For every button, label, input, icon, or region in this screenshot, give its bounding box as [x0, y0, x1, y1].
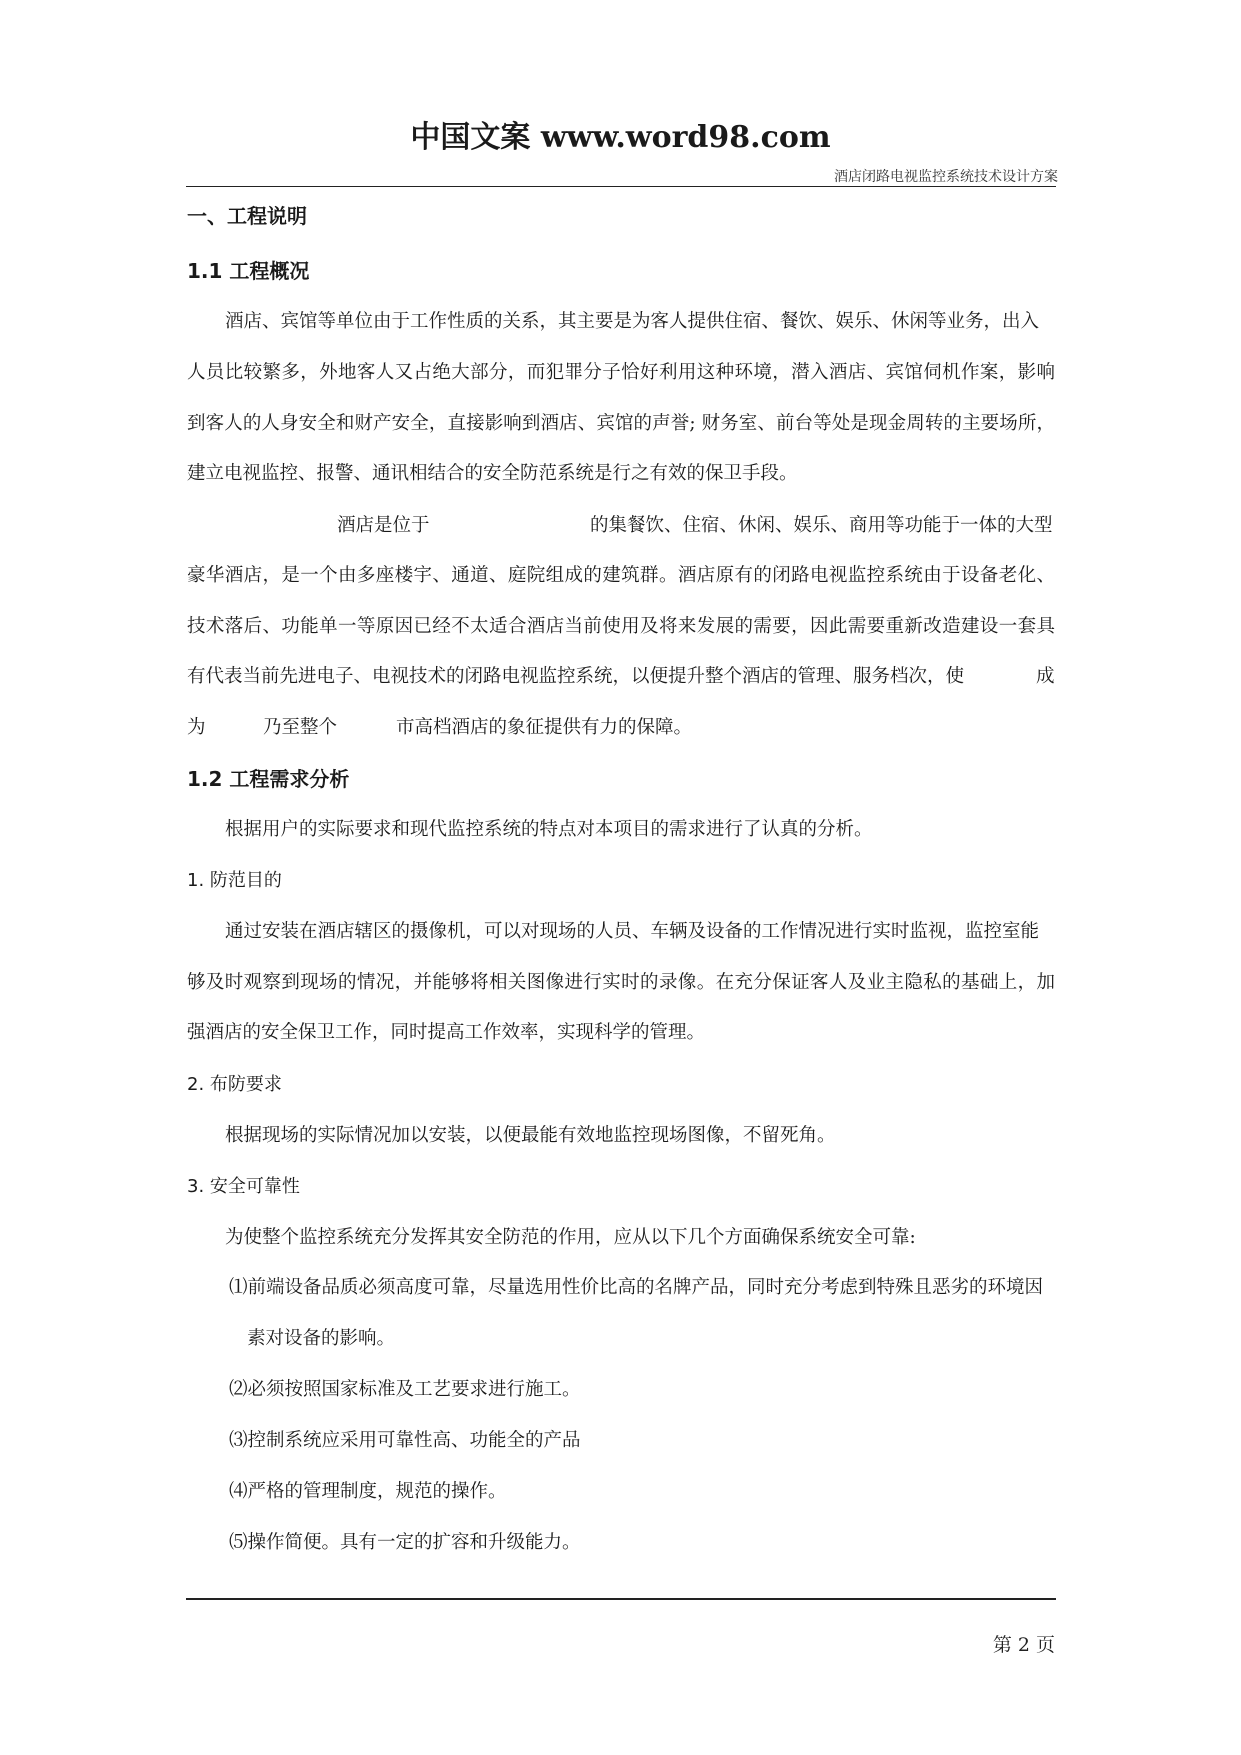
site-title-url: www.word98.com [540, 120, 831, 155]
paragraph-line: 技术落后、功能单一等原因已经不太适合酒店当前使用及将来发展的需要，因此需要重新改造建设一套具 [187, 616, 1055, 637]
paragraph-line: 建立电视监控、报警、通讯相结合的安全防范系统是行之有效的保卫手段。 [187, 463, 798, 484]
list-item: ⑴前端设备品质必须高度可靠，尽量选用性价比高的名牌产品，同时充分考虑到特殊且恶劣的环境因 [229, 1277, 1044, 1298]
paragraph-line: 有代表当前先进电子、电视技术的闭路电视监控系统，以便提升整个酒店的管理、服务档次，使 [187, 666, 965, 687]
paragraph-line: 市高档酒店的象征提供有力的保障。 [396, 717, 693, 738]
paragraph-line: 的集餐饮、住宿、休闲、娱乐、商用等功能于一体的大型 [590, 515, 1053, 536]
header-divider [186, 186, 1056, 187]
item-title: 1. 防范目的 [187, 870, 282, 891]
page-number: 第 2 页 [992, 1634, 1055, 1656]
paragraph-line: 为使整个监控系统充分发挥其安全防范的作用，应从以下几个方面确保系统安全可靠: [225, 1227, 916, 1248]
site-title-cn: 中国文案 [410, 120, 531, 155]
list-item: ⑶控制系统应采用可靠性高、功能全的产品 [229, 1430, 581, 1451]
paragraph-line: 乃至整个 [263, 717, 338, 738]
paragraph-line: 人员比较繁多，外地客人又占绝大部分，而犯罪分子恰好利用这种环境，潜入酒店、宾馆伺机作案，影响 [187, 362, 1055, 383]
paragraph-line: 根据用户的实际要求和现代监控系统的特点对本项目的需求进行了认真的分析。 [225, 819, 873, 840]
item-title: 2. 布防要求 [187, 1074, 282, 1095]
document-subtitle: 酒店闭路电视监控系统技术设计方案 [834, 169, 1058, 185]
list-item: ⑵必须按照国家标准及工艺要求进行施工。 [229, 1379, 581, 1400]
list-item: 素对设备的影响。 [247, 1328, 396, 1349]
list-item: ⑷严格的管理制度，规范的操作。 [229, 1481, 507, 1502]
paragraph-line: 成 [1036, 666, 1055, 687]
paragraph-line: 酒店是位于 [337, 515, 430, 536]
paragraph-line: 到客人的人身安全和财产安全，直接影响到酒店、宾馆的声誉; 财务室、前台等处是现金周转的主要场所， [187, 413, 1055, 434]
section-heading: 一、工程说明 [187, 204, 307, 228]
footer-divider [186, 1598, 1056, 1600]
subsection-heading-overview: 1.1 工程概况 [187, 259, 310, 283]
paragraph-line: 强酒店的安全保卫工作，同时提高工作效率，实现科学的管理。 [187, 1022, 706, 1043]
subsection-heading-requirements: 1.2 工程需求分析 [187, 767, 350, 791]
paragraph-line: 根据现场的实际情况加以安装，以便最能有效地监控现场图像，不留死角。 [225, 1125, 836, 1146]
item-title: 3. 安全可靠性 [187, 1176, 300, 1197]
paragraph-line: 够及时观察到现场的情况，并能够将相关图像进行实时的录像。在充分保证客人及业主隐私的基础上，加 [187, 972, 1055, 993]
paragraph-line: 通过安装在酒店辖区的摄像机，可以对现场的人员、车辆及设备的工作情况进行实时监视，监控室能 [225, 921, 1040, 942]
list-item: ⑸操作简便。具有一定的扩容和升级能力。 [229, 1532, 581, 1553]
paragraph-line: 豪华酒店，是一个由多座楼宇、通道、庭院组成的建筑群。酒店原有的闭路电视监控系统由于设备老化、 [187, 565, 1055, 586]
paragraph-line: 酒店、宾馆等单位由于工作性质的关系，其主要是为客人提供住宿、餐饮、娱乐、休闲等业务，出入 [225, 311, 1040, 332]
site-title [0, 118, 1241, 158]
paragraph-line: 为 [187, 717, 206, 738]
